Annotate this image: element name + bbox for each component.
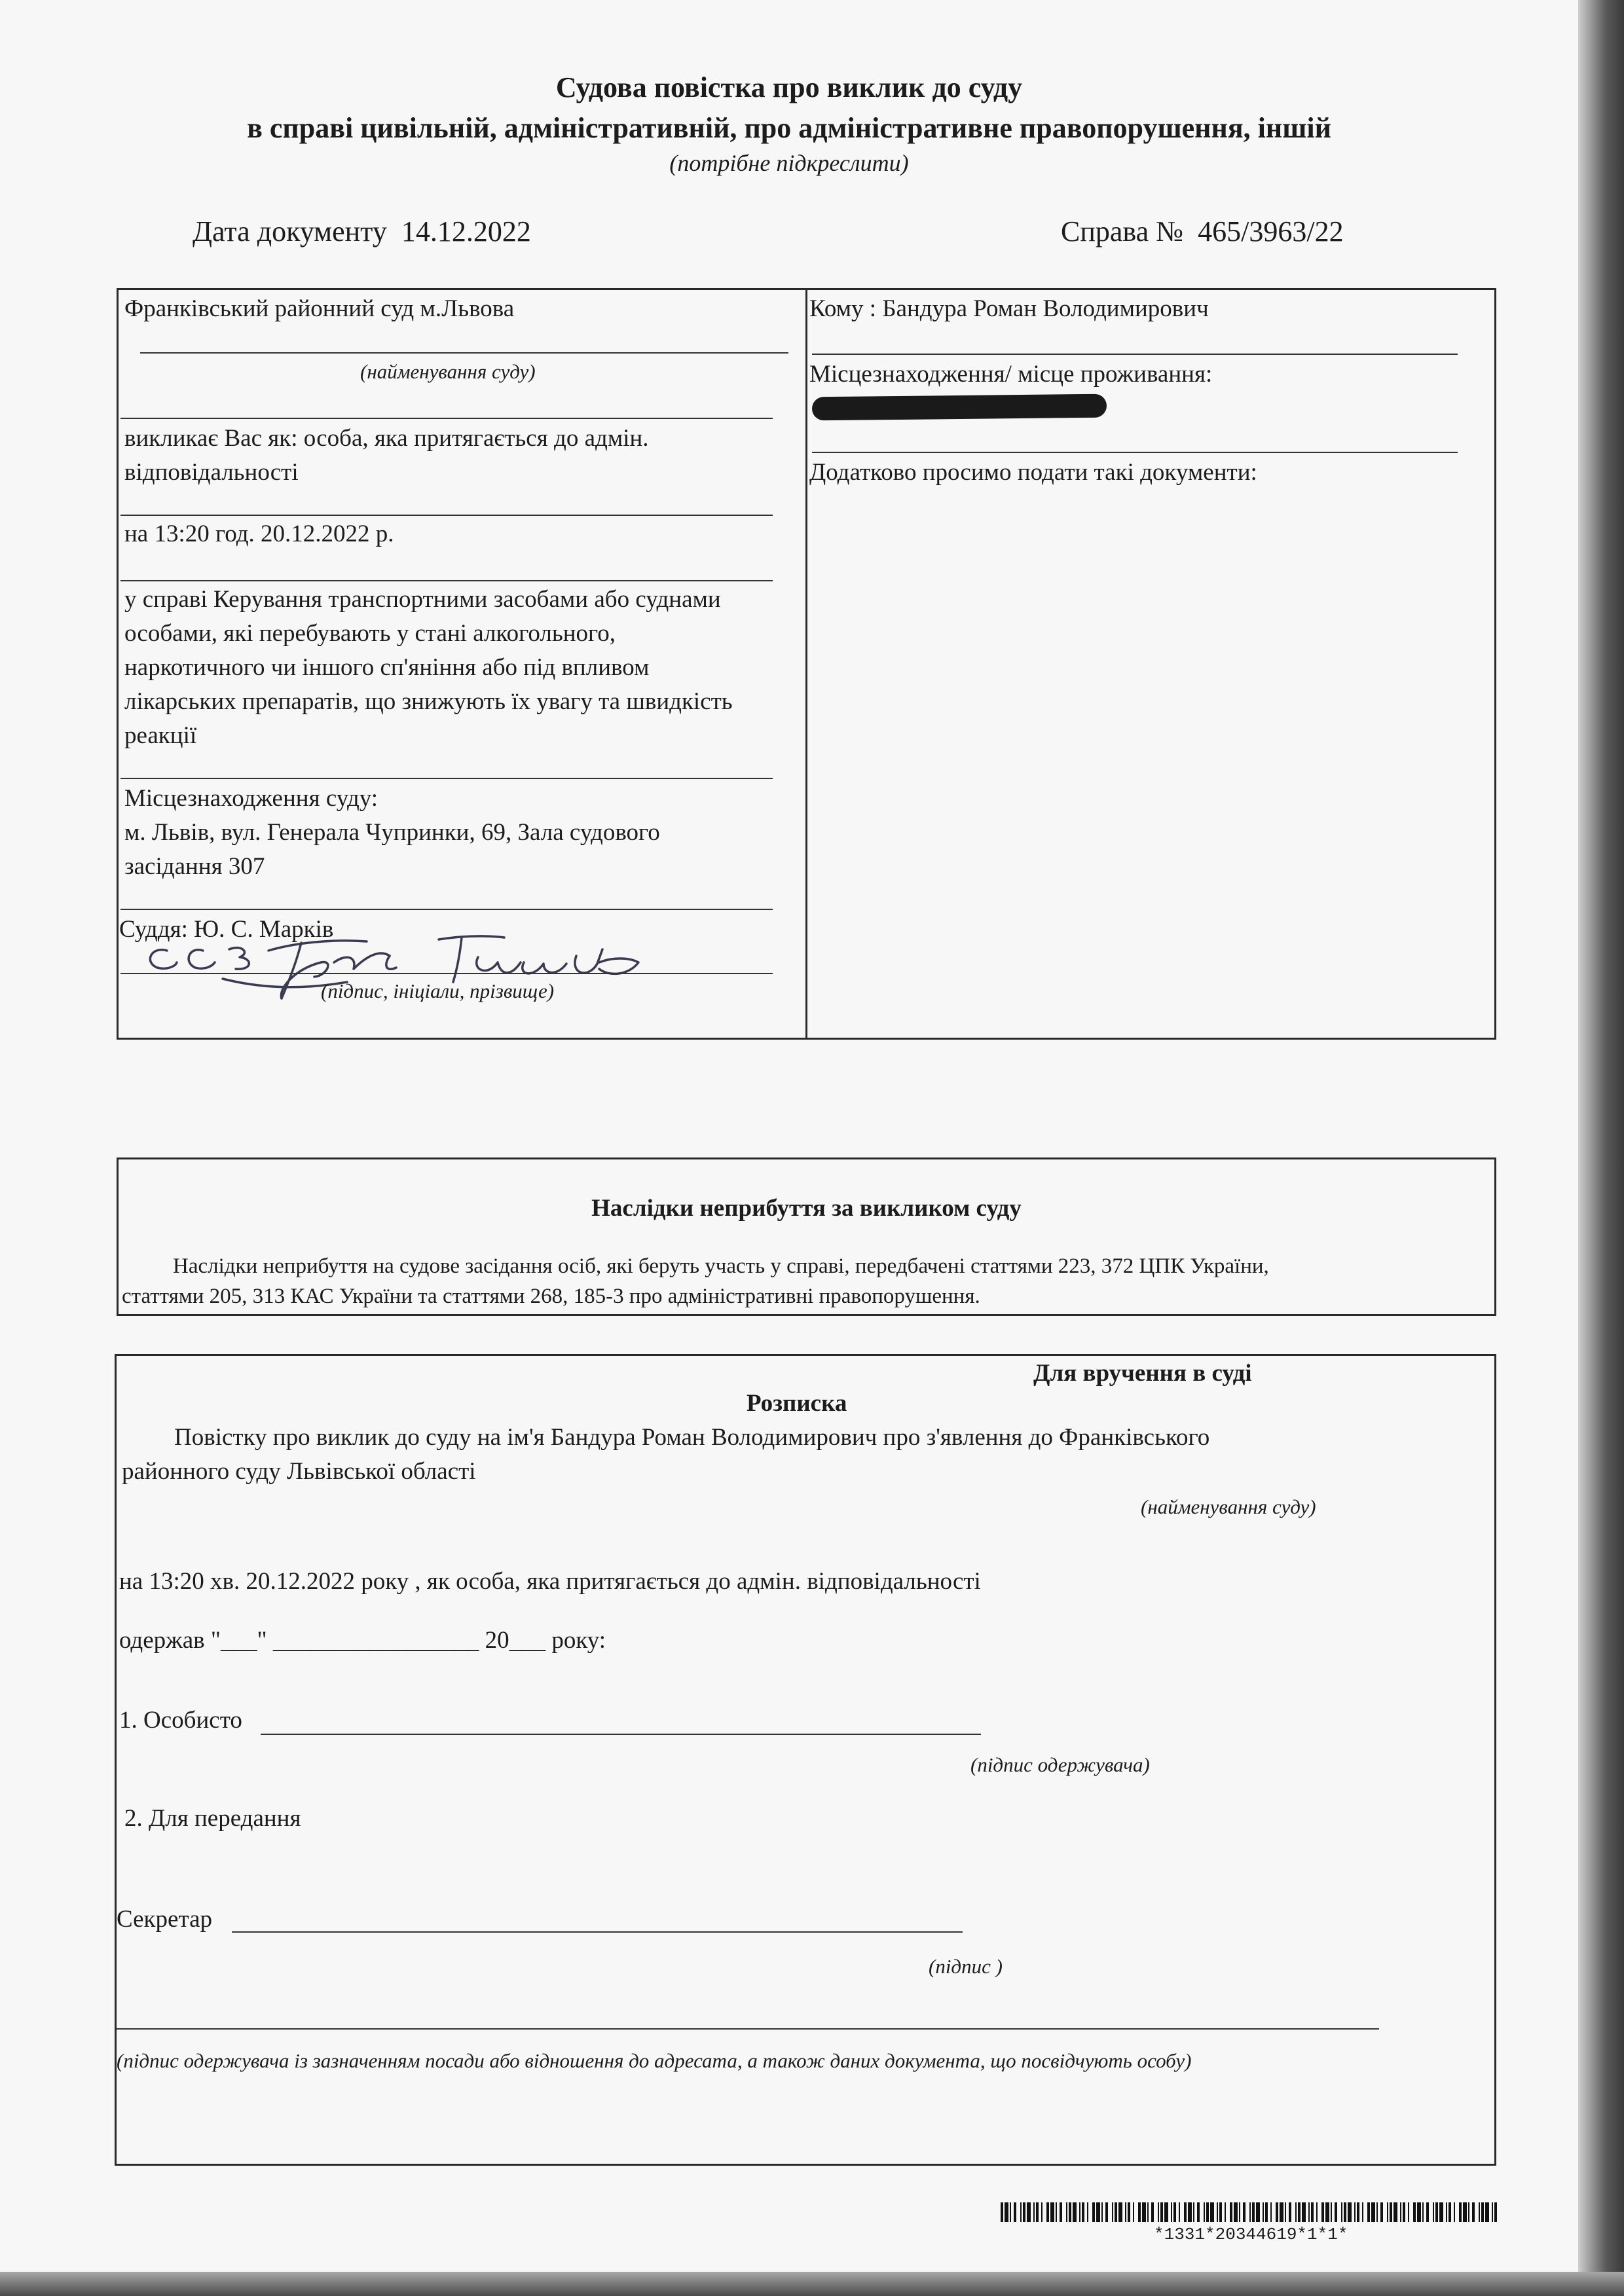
barcode-bar (1171, 2202, 1172, 2222)
barcode-bar (1308, 2202, 1310, 2222)
barcode-bar (1027, 2202, 1031, 2222)
barcode-bar (1158, 2202, 1159, 2222)
case-subject-line4: лікарських препаратів, що знижують їх увагу та швидкість (124, 688, 733, 715)
redacted-address (812, 394, 1107, 421)
court-location-line1: м. Львів, вул. Генерала Чупринки, 69, Зала судового (124, 819, 660, 846)
barcode-bar (1101, 2202, 1103, 2222)
barcode-bar (1147, 2202, 1149, 2222)
document-title: Судова повістка про виклик до суду (555, 71, 1023, 103)
barcode-bar (1210, 2202, 1214, 2222)
divider (120, 418, 773, 419)
document-date (193, 215, 531, 248)
barcode-bar (1362, 2202, 1363, 2222)
barcode-bar (1206, 2202, 1209, 2222)
receipt-line1: Повістку про виклик до суду на ім'я Бандура Роман Володимирович про з'явлення до Франківського (174, 1424, 1210, 1451)
barcode-bar (1449, 2202, 1451, 2222)
barcode-bar (1112, 2202, 1113, 2222)
barcode-bar (1321, 2202, 1324, 2222)
barcode-bar (1316, 2202, 1318, 2222)
court-name: Франківський районний суд м.Львова (124, 295, 515, 322)
scan-edge-right (1578, 0, 1624, 2296)
divider (120, 778, 773, 779)
barcode-bar (1367, 2202, 1370, 2222)
barcode-bar (1050, 2202, 1054, 2222)
barcode-bar (1125, 2202, 1126, 2222)
court-name-line (140, 352, 788, 354)
personal-label: 1. Особисто (119, 1707, 242, 1734)
barcode-bar (1219, 2202, 1222, 2222)
barcode-bar (1020, 2202, 1022, 2222)
address-line (812, 452, 1458, 453)
transfer-label: 2. Для передання (124, 1805, 301, 1832)
barcode-bar (1265, 2202, 1268, 2222)
personal-signature-line (261, 1734, 981, 1735)
barcode-bar (1225, 2202, 1226, 2222)
scan-edge-bottom (0, 2272, 1624, 2296)
extra-documents: Додатково просимо подати такі документи: (809, 459, 1257, 486)
secretary-label: Секретар (117, 1906, 212, 1933)
barcode-bar (1033, 2202, 1035, 2222)
barcode-bar (1256, 2202, 1260, 2222)
barcode-bar (1341, 2202, 1342, 2222)
bottom-caption: (підпис одержувача із зазначенням посади або відношення до адресата, а також даних документа, що посвідчують особу) (117, 2049, 1192, 2072)
for-court-delivery: Для вручення в суді (1033, 1360, 1252, 1387)
barcode-bar (1276, 2202, 1278, 2222)
barcode-bar (1302, 2202, 1306, 2222)
barcode-bar (1335, 2202, 1337, 2222)
barcode-bar (1014, 2202, 1016, 2222)
barcode-bar (1066, 2202, 1067, 2222)
summons-as-line1: викликає Вас як: особа, яка притягається до адмін. (124, 425, 649, 452)
barcode-bar (1193, 2202, 1194, 2222)
recipient-location-label: Місцезнаходження/ місце проживання: (809, 361, 1213, 388)
date-label: Дата документу (193, 215, 387, 247)
barcode-bar (1138, 2202, 1141, 2222)
barcode-bar (1494, 2202, 1497, 2222)
barcode-bar (1380, 2202, 1383, 2222)
barcode-bar (1492, 2202, 1493, 2222)
barcode-bar (1400, 2202, 1401, 2222)
received-date-line: одержав "___" _________________ 20___ року: (119, 1627, 606, 1654)
barcode-bar (1133, 2202, 1134, 2222)
barcode-bar (1204, 2202, 1205, 2222)
barcode-bar (1454, 2202, 1455, 2222)
secretary-signature-line (232, 1931, 963, 1933)
divider (120, 580, 773, 581)
summons-as-line2: відповідальності (124, 459, 299, 486)
consequences-title: Наслідки неприбуття за викликом суду (591, 1195, 1022, 1222)
barcode-bar (1118, 2202, 1122, 2222)
barcode-bar (1115, 2202, 1117, 2222)
signature-caption: (підпис, ініціали, прізвище) (321, 979, 555, 1002)
barcode-bar (1408, 2202, 1409, 2222)
barcode-bar (1041, 2202, 1043, 2222)
barcode-bar (1217, 2202, 1218, 2222)
barcode-bar (1252, 2202, 1255, 2222)
barcode-bar (1036, 2202, 1039, 2222)
barcode-bar (1096, 2202, 1100, 2222)
barcode-bar (1479, 2202, 1480, 2222)
barcode-bar (1005, 2202, 1008, 2222)
barcode-bar (1459, 2202, 1462, 2222)
barcode-bar (1344, 2202, 1346, 2222)
barcode-bar (1348, 2202, 1352, 2222)
barcode-bar (1468, 2202, 1469, 2222)
barcode-bar (1331, 2202, 1332, 2222)
barcode-bar (1173, 2202, 1176, 2222)
receipt-line2: районного суду Львівської області (122, 1458, 476, 1485)
barcode-bar (1073, 2202, 1077, 2222)
barcode-bar (1151, 2202, 1154, 2222)
barcode-bar (1239, 2202, 1240, 2222)
barcode-bar (1105, 2202, 1108, 2222)
receipt-title: Розписка (747, 1390, 847, 1417)
barcode-bar (1285, 2202, 1286, 2222)
barcode (1001, 2202, 1498, 2226)
document-subtitle: в справі цивільній, адміністративній, про адміністративне правопорушення, іншій (247, 112, 1331, 144)
barcode-bar (1403, 2202, 1405, 2222)
barcode-bar (1234, 2202, 1238, 2222)
barcode-bar (1082, 2202, 1084, 2222)
secretary-caption: (підпис ) (929, 1955, 1003, 1978)
barcode-bar (1472, 2202, 1475, 2222)
barcode-bar (1046, 2202, 1049, 2222)
barcode-bar (1354, 2202, 1356, 2222)
barcode-bar (1376, 2202, 1378, 2222)
barcode-bar (1390, 2202, 1392, 2222)
barcode-bar (1087, 2202, 1088, 2222)
barcode-bar (1298, 2202, 1301, 2222)
barcode-bar (1001, 2202, 1003, 2222)
barcode-bar (1092, 2202, 1095, 2222)
receipt-court-caption: (найменування суду) (1141, 1495, 1316, 1518)
barcode-bar (1371, 2202, 1375, 2222)
barcode-bar (1142, 2202, 1146, 2222)
barcode-bar (1230, 2202, 1232, 2222)
barcode-bar (1060, 2202, 1062, 2222)
consequences-text-line1: Наслідки неприбуття на судове засідання осіб, які беруть участь у справі, передбачені статтями 223, 372 ЦПК України, (173, 1254, 1269, 1278)
barcode-bar (1249, 2202, 1251, 2222)
receipt-time-line: на 13:20 хв. 20.12.2022 року , як особа, яка притягається до адмін. відповідальності (119, 1568, 981, 1595)
personal-caption: (підпис одержувача) (970, 1753, 1150, 1776)
case-value: 465/3963/22 (1198, 215, 1344, 247)
divider (120, 515, 773, 516)
barcode-bar (1439, 2202, 1443, 2222)
barcode-bar (1197, 2202, 1200, 2222)
case-number (1061, 215, 1344, 248)
court-name-caption: (найменування суду) (360, 360, 536, 383)
date-value: 14.12.2022 (401, 215, 531, 247)
barcode-bar (1481, 2202, 1484, 2222)
barcode-bar (1387, 2202, 1388, 2222)
barcode-bar (1164, 2202, 1168, 2222)
barcode-bar (1023, 2202, 1025, 2222)
case-subject-line5: реакції (124, 722, 197, 749)
barcode-bar (1243, 2202, 1246, 2222)
barcode-bar (1010, 2202, 1011, 2222)
barcode-bar (1263, 2202, 1264, 2222)
barcode-bar (1446, 2202, 1447, 2222)
case-subject-line3: наркотичного чи іншого сп'яніння або під впливом (124, 654, 650, 681)
barcode-bar (1485, 2202, 1489, 2222)
barcode-bar (1179, 2202, 1180, 2222)
barcode-bar (1417, 2202, 1421, 2222)
column-divider (805, 288, 807, 1040)
barcode-bar (1413, 2202, 1416, 2222)
bottom-signature-line (117, 2028, 1379, 2030)
barcode-bar (1422, 2202, 1424, 2222)
barcode-bar (1357, 2202, 1359, 2222)
barcode-bar (1056, 2202, 1057, 2222)
barcode-bar (1270, 2202, 1272, 2222)
barcode-bar (1311, 2202, 1314, 2222)
consequences-text-line2: статтями 205, 313 КАС України та статтями 268, 185-3 про адміністративні правопорушення. (122, 1285, 980, 1308)
barcode-bar (1463, 2202, 1467, 2222)
barcode-bar (1426, 2202, 1429, 2222)
underline-note: (потрібне підкреслити) (669, 150, 909, 176)
case-subject-line2: особами, які перебувають у стані алкогольного, (124, 620, 616, 647)
signature-line (120, 973, 773, 974)
barcode-bar (1280, 2202, 1283, 2222)
barcode-bar (1435, 2202, 1438, 2222)
barcode-bar (1295, 2202, 1297, 2222)
barcode-bar (1160, 2202, 1163, 2222)
judge-name: Суддя: Ю. С. Марків (119, 916, 334, 943)
divider (120, 909, 773, 910)
case-subject-line1: у справі Керування транспортними засобами або суднами (124, 586, 721, 613)
court-location-line2: засідання 307 (124, 853, 265, 880)
barcode-bar (1184, 2202, 1187, 2222)
recipient-line (812, 354, 1458, 355)
barcode-bar (1289, 2202, 1291, 2222)
barcode-bar (1325, 2202, 1329, 2222)
court-location-label: Місцезнаходження суду: (124, 785, 378, 812)
barcode-bar (1433, 2202, 1434, 2222)
hearing-time: на 13:20 год. 20.12.2022 р. (124, 520, 394, 547)
barcode-bar (1188, 2202, 1192, 2222)
barcode-bar (1079, 2202, 1080, 2222)
barcode-text: *1331*20344619*1*1* (1154, 2225, 1348, 2244)
barcode-bar (1069, 2202, 1071, 2222)
case-label: Справа № (1061, 215, 1184, 247)
barcode-bar (1393, 2202, 1397, 2222)
recipient: Кому : Бандура Роман Володимирович (809, 295, 1209, 322)
barcode-bar (1128, 2202, 1130, 2222)
